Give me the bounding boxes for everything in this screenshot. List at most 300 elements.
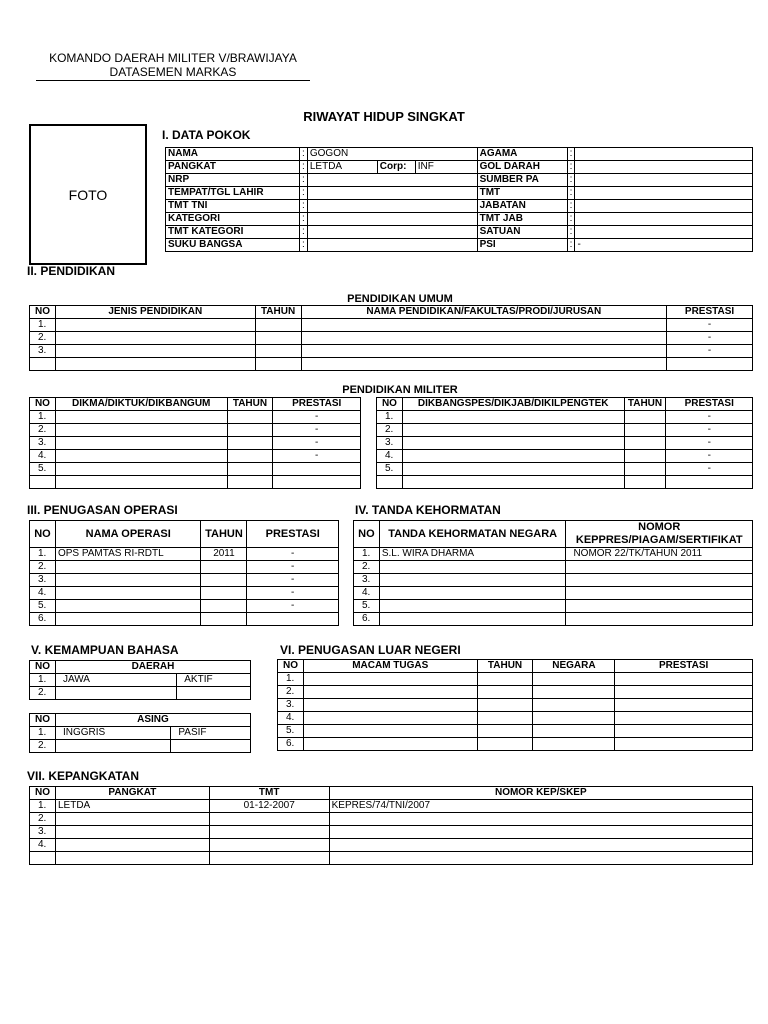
field-label: NAMA (166, 148, 300, 161)
kepangkatan-cell (329, 813, 752, 826)
operasi-cell: - (247, 587, 339, 600)
kepangkatan-cell (209, 813, 329, 826)
dikbangspes-cell: - (666, 411, 753, 424)
kehormatan-header-cell: TANDA KEHORMATAN NEGARA (379, 521, 566, 548)
dikbangspes-cell (377, 476, 403, 489)
umum-cell (255, 332, 301, 345)
operasi-cell: OPS PAMTAS RI-RDTL (55, 548, 201, 561)
kepangkatan-row (30, 800, 753, 813)
operasi-cell (201, 561, 247, 574)
kehormatan-cell: 5. (354, 600, 380, 613)
dikma-cell (227, 437, 273, 450)
kehormatan-row (354, 548, 753, 561)
umum-row (30, 332, 753, 345)
dikbangspes-cell: 4. (377, 450, 403, 463)
dikma-cell (273, 476, 361, 489)
operasi-cell (201, 587, 247, 600)
kepangkatan-row (30, 813, 753, 826)
data-pokok-row (166, 226, 753, 239)
umum-cell: - (667, 319, 753, 332)
kehormatan-cell (379, 561, 566, 574)
field-value (307, 213, 477, 226)
kepangkatan-header-cell: NOMOR KEP/SKEP (329, 787, 752, 800)
dikbangspes-table (376, 397, 753, 489)
dikma-table (29, 397, 361, 489)
operasi-cell (55, 561, 201, 574)
colon: : (299, 161, 307, 174)
data-pokok-row (166, 200, 753, 213)
kepangkatan-table (29, 786, 753, 865)
field-value (575, 161, 753, 174)
field-value (575, 226, 753, 239)
dikma-row (30, 450, 361, 463)
data-pokok-row (166, 161, 753, 174)
luar-negeri-row (278, 699, 753, 712)
field-label: GOL DARAH (477, 161, 567, 174)
field-label: PANGKAT (166, 161, 300, 174)
daerah-cell: AKTIF (177, 674, 251, 687)
dikbangspes-header-cell: TAHUN (624, 398, 666, 411)
kepangkatan-cell (209, 839, 329, 852)
operasi-row (30, 561, 339, 574)
asing-header-cell: NO (30, 714, 56, 727)
dikbangspes-cell: - (666, 450, 753, 463)
umum-cell: 1. (30, 319, 56, 332)
operasi-cell (247, 613, 339, 626)
data-pokok-row (166, 174, 753, 187)
corp-value: INF (415, 161, 477, 174)
operasi-cell: 6. (30, 613, 56, 626)
dikma-row (30, 463, 361, 476)
dikbangspes-cell: - (666, 437, 753, 450)
luar-negeri-cell (615, 699, 753, 712)
umum-header-cell: JENIS PENDIDIKAN (55, 306, 255, 319)
umum-row (30, 319, 753, 332)
field-value (307, 187, 477, 200)
kepangkatan-row (30, 852, 753, 865)
dikma-cell (55, 476, 227, 489)
kepangkatan-cell (329, 852, 752, 865)
kehormatan-cell (379, 600, 566, 613)
luar-negeri-cell (477, 686, 533, 699)
luar-negeri-cell (303, 686, 477, 699)
operasi-cell (55, 613, 201, 626)
operasi-cell (55, 574, 201, 587)
dikbangspes-cell (402, 424, 624, 437)
header-underline (36, 80, 310, 81)
dikbangspes-cell (402, 411, 624, 424)
luar-negeri-cell: 4. (278, 712, 304, 725)
luar-negeri-cell (615, 725, 753, 738)
field-value: - (575, 239, 753, 252)
penugasan-luar-negeri-table (277, 659, 753, 751)
dikma-header-row (30, 398, 361, 411)
section-4-title: IV. TANDA KEHORMATAN (355, 503, 501, 517)
colon: : (299, 239, 307, 252)
colon: : (567, 187, 575, 200)
luar-negeri-cell (615, 673, 753, 686)
dikma-cell: 4. (30, 450, 56, 463)
dikma-cell (55, 411, 227, 424)
luar-negeri-cell: 1. (278, 673, 304, 686)
dikbangspes-cell: 1. (377, 411, 403, 424)
dikma-header-cell: PRESTASI (273, 398, 361, 411)
operasi-cell: - (247, 600, 339, 613)
luar-negeri-cell (533, 686, 615, 699)
field-value (575, 148, 753, 161)
operasi-cell: 1. (30, 548, 56, 561)
kepangkatan-cell (30, 852, 56, 865)
umum-cell (255, 319, 301, 332)
operasi-row (30, 587, 339, 600)
field-value (307, 226, 477, 239)
kepangkatan-cell (55, 813, 209, 826)
keppres-header: KEPPRES/PIAGAM/SERTIFIKAT (575, 534, 743, 546)
field-value (307, 174, 477, 187)
operasi-cell (55, 600, 201, 613)
kehormatan-cell (379, 613, 566, 626)
colon: : (299, 200, 307, 213)
dikbangspes-header-cell: NO (377, 398, 403, 411)
kehormatan-cell (379, 574, 566, 587)
umum-cell (55, 358, 255, 371)
dikma-cell (227, 463, 273, 476)
dikbangspes-header-row (377, 398, 753, 411)
asing-cell (55, 740, 170, 753)
kehormatan-cell (566, 613, 753, 626)
luar-negeri-cell (477, 738, 533, 751)
kepangkatan-cell (55, 839, 209, 852)
asing-cell (171, 740, 251, 753)
kepangkatan-cell: 3. (30, 826, 56, 839)
kehormatan-cell: 1. (354, 548, 380, 561)
dikma-cell (30, 476, 56, 489)
unit-header (36, 51, 310, 79)
colon: : (299, 213, 307, 226)
operasi-cell (201, 613, 247, 626)
dikbangspes-cell: 2. (377, 424, 403, 437)
field-label: NRP (166, 174, 300, 187)
operasi-cell: 2. (30, 561, 56, 574)
dikma-cell (273, 463, 361, 476)
asing-cell: 1. (30, 727, 56, 740)
document-title: RIWAYAT HIDUP SINGKAT (303, 109, 465, 124)
luar-negeri-cell (477, 699, 533, 712)
kepangkatan-cell: 4. (30, 839, 56, 852)
daerah-cell: 2. (30, 687, 56, 700)
umum-cell (55, 332, 255, 345)
umum-cell: 3. (30, 345, 56, 358)
daerah-cell (55, 687, 176, 700)
data-pokok-row (166, 213, 753, 226)
operasi-header-cell: NAMA OPERASI (55, 521, 201, 548)
section-2-title: II. PENDIDIKAN (27, 264, 116, 278)
kehormatan-cell (379, 587, 566, 600)
colon: : (567, 161, 575, 174)
luar-negeri-row (278, 738, 753, 751)
operasi-row (30, 600, 339, 613)
nomor-header: NOMOR (638, 521, 681, 533)
corp-label: Corp: (377, 161, 415, 174)
operasi-cell (55, 587, 201, 600)
kehormatan-cell: NOMOR 22/TK/TAHUN 2011 (566, 548, 753, 561)
dikbangspes-row (377, 476, 753, 489)
kepangkatan-row (30, 826, 753, 839)
kepangkatan-row (30, 839, 753, 852)
luar-negeri-cell (615, 686, 753, 699)
pendidikan-militer-title: PENDIDIKAN MILITER (342, 384, 458, 396)
operasi-cell (201, 574, 247, 587)
luar-negeri-cell: 6. (278, 738, 304, 751)
kepangkatan-cell: 01-12-2007 (209, 800, 329, 813)
field-value (575, 174, 753, 187)
kehormatan-row (354, 613, 753, 626)
daerah-row (30, 687, 251, 700)
dikbangspes-cell (624, 463, 666, 476)
field-value (575, 200, 753, 213)
field-label: TEMPAT/TGL LAHIR (166, 187, 300, 200)
kepangkatan-cell (55, 826, 209, 839)
field-label: SUMBER PA (477, 174, 567, 187)
kehormatan-cell (566, 587, 753, 600)
operasi-header-cell: PRESTASI (247, 521, 339, 548)
colon: : (567, 213, 575, 226)
dikbangspes-header-cell: DIKBANGSPES/DIKJAB/DIKILPENGTEK (402, 398, 624, 411)
dikma-row (30, 411, 361, 424)
kehormatan-cell: S.L. WIRA DHARMA (379, 548, 566, 561)
dikbangspes-row (377, 424, 753, 437)
luar-negeri-cell: 2. (278, 686, 304, 699)
kepangkatan-cell: KEPRES/74/TNI/2007 (329, 800, 752, 813)
kepangkatan-cell (209, 852, 329, 865)
dikma-cell (227, 411, 273, 424)
luar-negeri-row (278, 673, 753, 686)
kepangkatan-cell: 2. (30, 813, 56, 826)
dikma-header-cell: NO (30, 398, 56, 411)
field-label: TMT (477, 187, 567, 200)
field-label: JABATAN (477, 200, 567, 213)
operasi-cell: 3. (30, 574, 56, 587)
kehormatan-header-cell: NO (354, 521, 380, 548)
daerah-cell (177, 687, 251, 700)
bahasa-daerah-table (29, 660, 251, 700)
field-value (307, 200, 477, 213)
tanda-kehormatan-table (353, 520, 753, 626)
luar-negeri-cell (303, 712, 477, 725)
kepangkatan-cell: LETDA (55, 800, 209, 813)
pendidikan-umum-table (29, 305, 753, 371)
data-pokok-row (166, 148, 753, 161)
operasi-cell: - (247, 548, 339, 561)
header-line-1: KOMANDO DAERAH MILITER V/BRAWIJAYA (49, 51, 297, 65)
dikbangspes-cell (402, 476, 624, 489)
luar-negeri-cell (615, 738, 753, 751)
field-label: SATUAN (477, 226, 567, 239)
luar-negeri-row (278, 686, 753, 699)
asing-cell: INGGRIS (55, 727, 170, 740)
colon: : (567, 226, 575, 239)
kepangkatan-cell: 1. (30, 800, 56, 813)
umum-header-row (30, 306, 753, 319)
umum-header-cell: TAHUN (255, 306, 301, 319)
dikbangspes-row (377, 411, 753, 424)
kehormatan-row (354, 600, 753, 613)
section-1-title: I. DATA POKOK (162, 128, 251, 142)
umum-header-cell: NAMA PENDIDIKAN/FAKULTAS/PRODI/JURUSAN (301, 306, 667, 319)
luar-negeri-cell (303, 699, 477, 712)
field-value: GOGON (307, 148, 477, 161)
colon: : (567, 148, 575, 161)
kehormatan-cell: 3. (354, 574, 380, 587)
operasi-row (30, 613, 339, 626)
umum-row (30, 358, 753, 371)
luar-negeri-cell (533, 738, 615, 751)
umum-cell (255, 358, 301, 371)
kepangkatan-cell (329, 839, 752, 852)
dikbangspes-cell (624, 437, 666, 450)
dikma-row (30, 476, 361, 489)
kehormatan-cell: 6. (354, 613, 380, 626)
dikbangspes-row (377, 437, 753, 450)
umum-cell: 2. (30, 332, 56, 345)
asing-row (30, 727, 251, 740)
kepangkatan-header-row (30, 787, 753, 800)
dikma-row (30, 424, 361, 437)
daerah-header-row (30, 661, 251, 674)
luar-negeri-header-cell: NEGARA (533, 660, 615, 673)
luar-negeri-cell (477, 725, 533, 738)
dikbangspes-cell (402, 437, 624, 450)
colon: : (567, 239, 575, 252)
field-label: SUKU BANGSA (166, 239, 300, 252)
dikma-cell (227, 424, 273, 437)
daerah-cell: 1. (30, 674, 56, 687)
kepangkatan-header-cell: TMT (209, 787, 329, 800)
luar-negeri-cell (477, 673, 533, 686)
operasi-header-cell: TAHUN (201, 521, 247, 548)
umum-cell (301, 345, 667, 358)
field-label: PSI (477, 239, 567, 252)
kehormatan-cell: 2. (354, 561, 380, 574)
daerah-header-cell: NO (30, 661, 56, 674)
asing-cell: 2. (30, 740, 56, 753)
luar-negeri-header-row (278, 660, 753, 673)
umum-cell (301, 358, 667, 371)
dikma-cell (227, 476, 273, 489)
asing-header-row (30, 714, 251, 727)
operasi-row (30, 548, 339, 561)
kehormatan-row (354, 561, 753, 574)
dikma-cell: - (273, 450, 361, 463)
luar-negeri-cell (533, 712, 615, 725)
dikma-cell: - (273, 437, 361, 450)
dikma-cell (55, 450, 227, 463)
field-value (575, 187, 753, 200)
dikbangspes-cell (402, 450, 624, 463)
operasi-header-row (30, 521, 339, 548)
field-label: TMT KATEGORI (166, 226, 300, 239)
colon: : (299, 148, 307, 161)
kehormatan-row (354, 574, 753, 587)
dikma-cell (227, 450, 273, 463)
kehormatan-header-row (354, 521, 753, 548)
umum-header-cell: PRESTASI (667, 306, 753, 319)
kehormatan-cell (566, 561, 753, 574)
dikma-cell: - (273, 411, 361, 424)
luar-negeri-cell (303, 725, 477, 738)
umum-cell (301, 332, 667, 345)
section-3-title: III. PENUGASAN OPERASI (27, 503, 178, 517)
dikma-cell (55, 437, 227, 450)
dikma-cell: 2. (30, 424, 56, 437)
luar-negeri-cell (303, 673, 477, 686)
umum-cell (55, 345, 255, 358)
section-6-title: VI. PENUGASAN LUAR NEGERI (280, 643, 461, 657)
luar-negeri-cell (533, 673, 615, 686)
field-label: TMT JAB (477, 213, 567, 226)
penugasan-operasi-table (29, 520, 339, 626)
luar-negeri-cell (533, 699, 615, 712)
dikbangspes-cell: 3. (377, 437, 403, 450)
dikbangspes-cell (624, 411, 666, 424)
luar-negeri-row (278, 712, 753, 725)
operasi-cell: 4. (30, 587, 56, 600)
kepangkatan-header-cell: PANGKAT (55, 787, 209, 800)
dikbangspes-cell: - (666, 463, 753, 476)
umum-cell (301, 319, 667, 332)
dikma-cell: 1. (30, 411, 56, 424)
daerah-row (30, 674, 251, 687)
header-line-2: DATASEMEN MARKAS (109, 65, 237, 79)
data-pokok-row (166, 239, 753, 252)
dikma-cell: 3. (30, 437, 56, 450)
dikma-cell: 5. (30, 463, 56, 476)
asing-row (30, 740, 251, 753)
dikbangspes-cell: - (666, 424, 753, 437)
operasi-row (30, 574, 339, 587)
dikma-header-cell: DIKMA/DIKTUK/DIKBANGUM (55, 398, 227, 411)
kehormatan-cell: 4. (354, 587, 380, 600)
kehormatan-cell (566, 600, 753, 613)
dikbangspes-cell (624, 450, 666, 463)
luar-negeri-cell: 3. (278, 699, 304, 712)
kepangkatan-cell (55, 852, 209, 865)
umum-cell: - (667, 332, 753, 345)
section-7-title: VII. KEPANGKATAN (27, 769, 140, 783)
luar-negeri-cell: 5. (278, 725, 304, 738)
luar-negeri-cell (477, 712, 533, 725)
field-value (575, 213, 753, 226)
dikma-row (30, 437, 361, 450)
umum-row (30, 345, 753, 358)
field-label: TMT TNI (166, 200, 300, 213)
dikma-cell (55, 424, 227, 437)
field-label: AGAMA (477, 148, 567, 161)
field-value: LETDA (307, 161, 377, 174)
dikbangspes-cell (666, 476, 753, 489)
section-5-title: V. KEMAMPUAN BAHASA (31, 643, 179, 657)
dikbangspes-header-cell: PRESTASI (666, 398, 753, 411)
luar-negeri-header-cell: MACAM TUGAS (303, 660, 477, 673)
operasi-cell: 2011 (201, 548, 247, 561)
photo-label: FOTO (68, 187, 108, 203)
daerah-cell: JAWA (55, 674, 176, 687)
luar-negeri-cell (303, 738, 477, 751)
data-pokok-row (166, 187, 753, 200)
colon: : (567, 200, 575, 213)
operasi-cell: - (247, 574, 339, 587)
dikma-cell: - (273, 424, 361, 437)
